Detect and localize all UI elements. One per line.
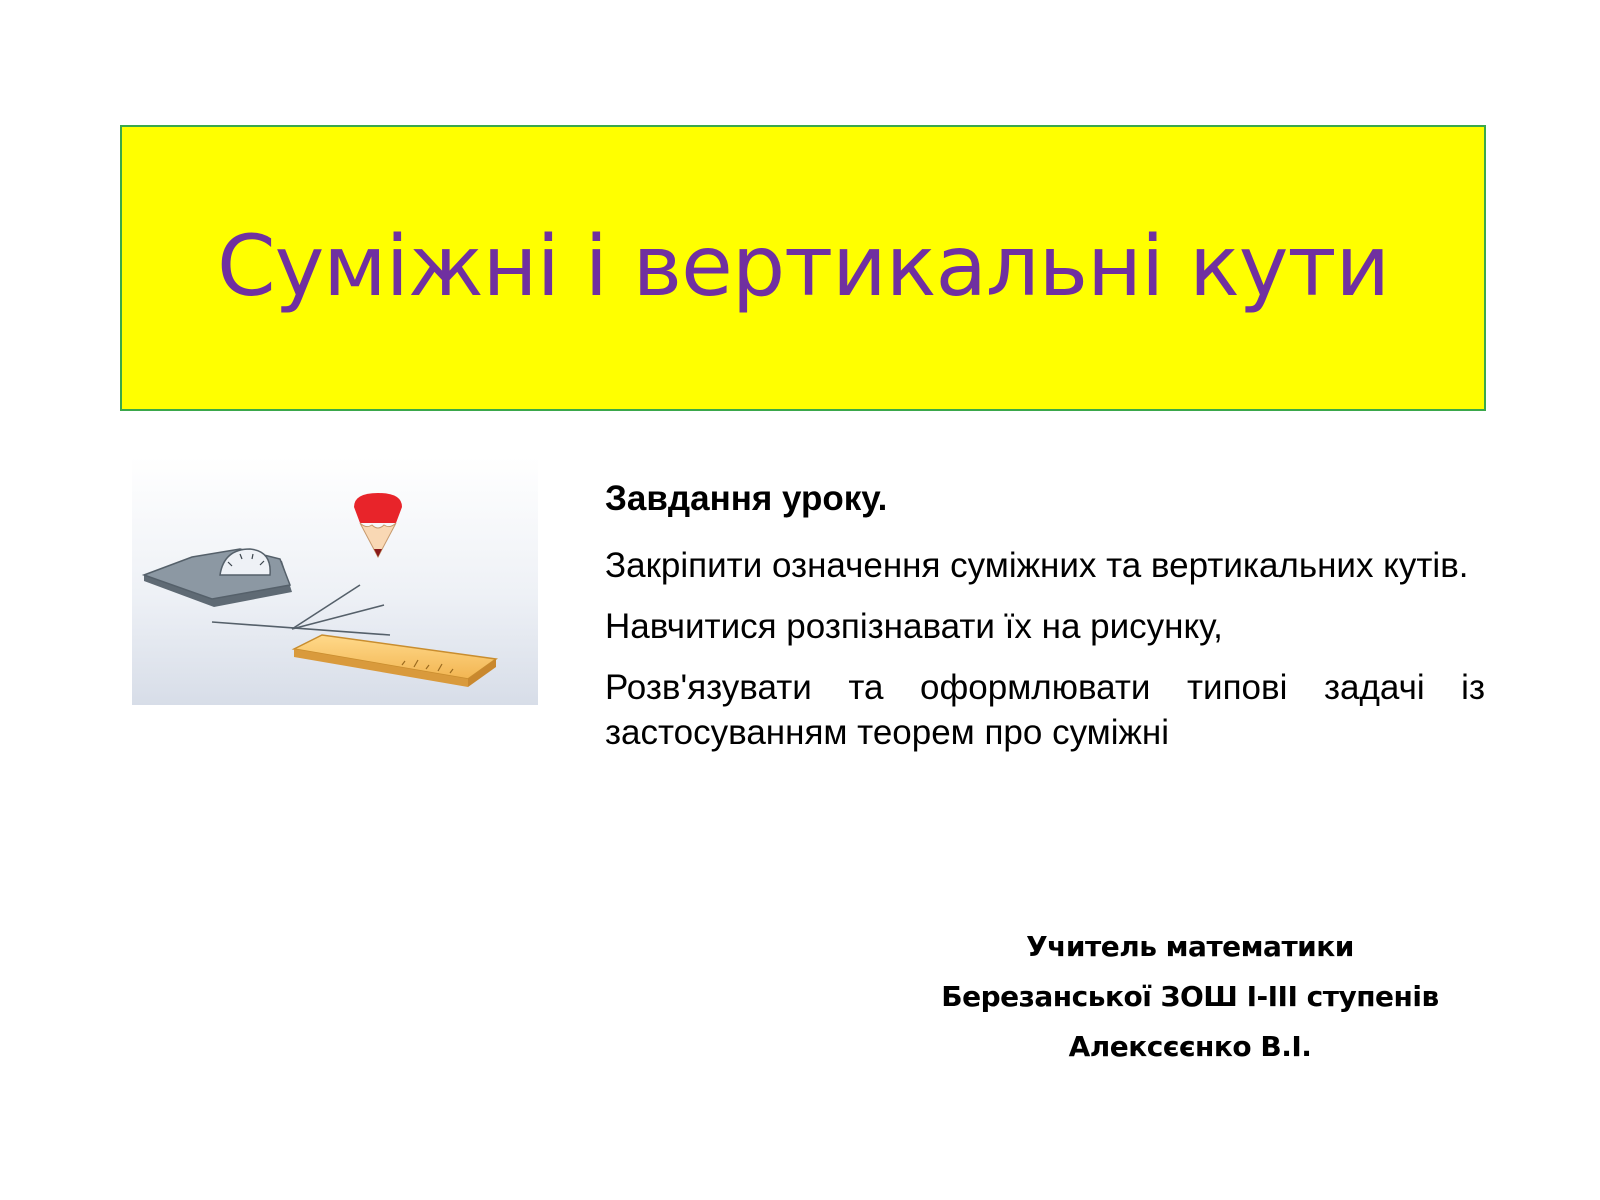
objective-item: Закріпити означення суміжних та вертикальних кутів. bbox=[605, 546, 1469, 585]
objective-item: Навчитися розпізнавати їх на рисунку, bbox=[605, 607, 1223, 646]
title-box bbox=[120, 125, 1486, 411]
slide-title: Суміжні і вертикальні кути bbox=[216, 217, 1390, 315]
author-block bbox=[790, 922, 1590, 1072]
geometry-tools-svg bbox=[132, 457, 538, 705]
objectives-heading: Завдання уроку. bbox=[605, 479, 888, 518]
geometry-tools-illustration bbox=[132, 457, 538, 705]
author-school: Березанської ЗОШ І-ІІІ ступенів bbox=[941, 980, 1439, 1013]
author-name: Алексєєнко В.І. bbox=[1068, 1030, 1312, 1063]
objective-item: Розв'язувати та оформлювати типові задачі із застосуванням теорем про суміжні bbox=[605, 668, 1485, 752]
lesson-objectives bbox=[605, 475, 1485, 771]
author-position: Учитель математики bbox=[1026, 930, 1354, 963]
